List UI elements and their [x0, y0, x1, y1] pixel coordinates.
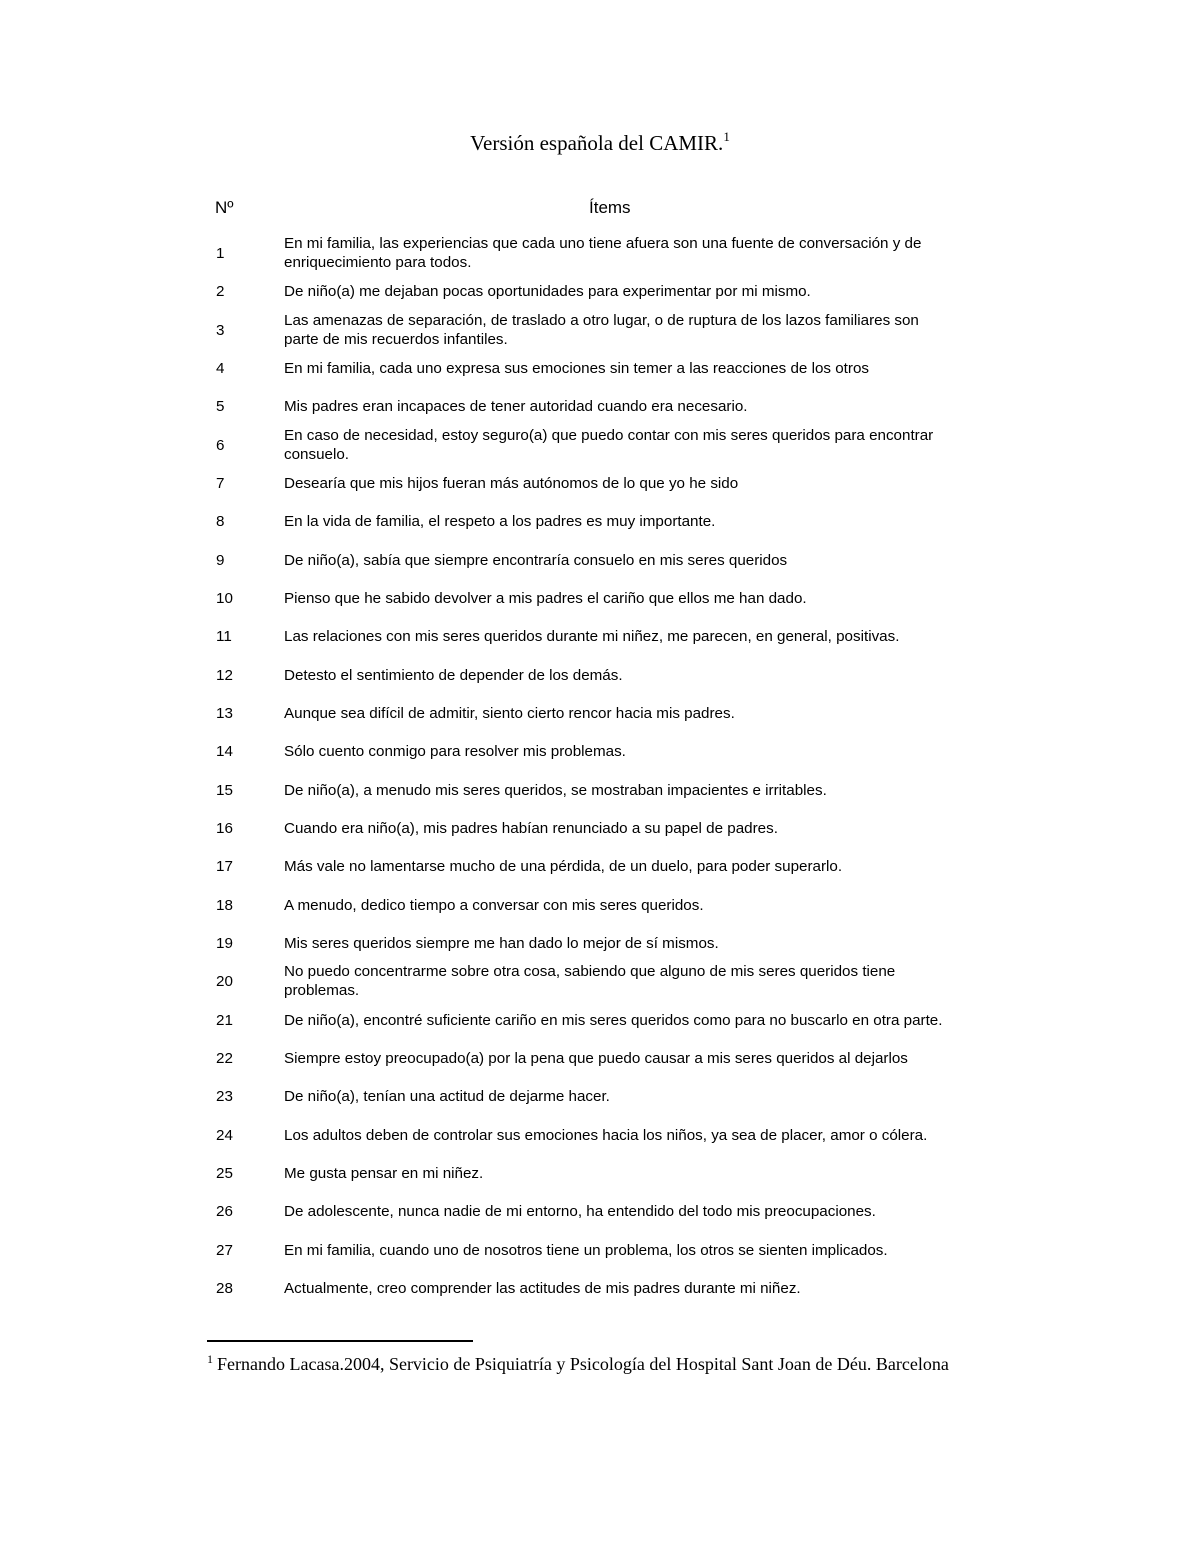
item-number: 25 — [216, 1164, 233, 1182]
item-text-cell — [284, 579, 944, 617]
item-number: 8 — [216, 512, 225, 530]
item-text: Me gusta pensar en mi niñez. — [284, 1164, 484, 1182]
item-text-cell — [284, 502, 944, 540]
item-text: En mi familia, cada uno expresa sus emociones sin temer a las reacciones de los otros — [284, 359, 870, 377]
item-number: 18 — [216, 896, 233, 914]
item-text: Sólo cuento conmigo para resolver mis problemas. — [284, 742, 626, 760]
item-text: Desearía que mis hijos fueran más autónomos de lo que yo he sido — [284, 474, 739, 492]
item-text-cell — [284, 1269, 944, 1307]
item-number: 3 — [216, 321, 225, 339]
item-number: 10 — [216, 589, 233, 607]
item-text: A menudo, dedico tiempo a conversar con mis seres queridos. — [284, 896, 704, 914]
item-text-cell — [284, 847, 944, 885]
item-number: 23 — [216, 1087, 233, 1105]
item-number: 20 — [216, 972, 233, 990]
footnote-marker: 1 — [207, 1352, 213, 1366]
column-header-number: Nº — [215, 198, 234, 217]
item-number: 19 — [216, 934, 233, 952]
item-text: Aunque sea difícil de admitir, siento cierto rencor hacia mis padres. — [284, 704, 735, 722]
item-number: 16 — [216, 819, 233, 837]
item-text: De niño(a), a menudo mis seres queridos, se mostraban impacientes e irritables. — [284, 781, 827, 799]
item-text: Actualmente, creo comprender las actitudes de mis padres durante mi niñez. — [284, 1279, 801, 1297]
title-footnote-marker: 1 — [723, 129, 730, 144]
item-text-cell — [284, 1116, 944, 1154]
item-text-cell — [284, 387, 944, 425]
column-header-items: Ítems — [589, 198, 631, 217]
item-text: De adolescente, nunca nadie de mi entorno, ha entendido del todo mis preocupaciones. — [284, 1202, 876, 1220]
item-text: Cuando era niño(a), mis padres habían renunciado a su papel de padres. — [284, 819, 778, 837]
item-number: 24 — [216, 1126, 233, 1144]
item-text-cell — [284, 924, 944, 962]
item-text-cell — [284, 464, 944, 502]
item-text: De niño(a) me dejaban pocas oportunidades para experimentar por mi mismo. — [284, 282, 811, 300]
item-number: 13 — [216, 704, 233, 722]
item-number: 9 — [216, 551, 225, 569]
item-text-cell — [284, 541, 944, 579]
footnote-divider — [207, 1340, 473, 1342]
item-text: En la vida de familia, el respeto a los padres es muy importante. — [284, 512, 716, 530]
item-text: Detesto el sentimiento de depender de los demás. — [284, 666, 623, 684]
page-title — [0, 130, 1200, 156]
item-text-cell — [284, 1154, 944, 1192]
item-number: 12 — [216, 666, 233, 684]
item-text-cell — [284, 234, 944, 272]
item-number: 11 — [216, 627, 232, 645]
item-text: Mis padres eran incapaces de tener autoridad cuando era necesario. — [284, 397, 748, 415]
item-text: De niño(a), sabía que siempre encontraría consuelo en mis seres queridos — [284, 551, 788, 569]
item-number: 2 — [216, 282, 225, 300]
item-number: 7 — [216, 474, 225, 492]
title-text: Versión española del CAMIR. — [470, 131, 724, 155]
item-text: En caso de necesidad, estoy seguro(a) que puedo contar con mis seres queridos para encontrar consuelo. — [284, 427, 934, 463]
item-text-cell — [284, 1077, 944, 1115]
item-text: No puedo concentrarme sobre otra cosa, sabiendo que alguno de mis seres queridos tiene problemas. — [284, 963, 896, 999]
item-text: Las amenazas de separación, de traslado a otro lugar, o de ruptura de los lazos familiares son parte de mis recuerdos infantiles. — [284, 312, 919, 348]
item-text: En mi familia, las experiencias que cada uno tiene afuera son una fuente de conversación y de enriquecimiento para todos. — [284, 235, 922, 271]
item-text: Mis seres queridos siempre me han dado lo mejor de sí mismos. — [284, 934, 719, 952]
item-number: 4 — [216, 359, 225, 377]
item-number: 17 — [216, 857, 233, 875]
item-text: Las relaciones con mis seres queridos durante mi niñez, me parecen, en general, positivas. — [284, 627, 900, 645]
item-text-cell — [284, 694, 944, 732]
item-number: 21 — [216, 1011, 233, 1029]
item-text: Siempre estoy preocupado(a) por la pena que puedo causar a mis seres queridos al dejarlos — [284, 1049, 908, 1067]
item-number: 26 — [216, 1202, 233, 1220]
item-text: Los adultos deben de controlar sus emociones hacia los niños, ya sea de placer, amor o cólera. — [284, 1126, 928, 1144]
item-text-cell — [284, 1231, 944, 1269]
item-text-cell — [284, 771, 944, 809]
item-text-cell — [284, 349, 944, 387]
item-number: 6 — [216, 436, 225, 454]
item-number: 22 — [216, 1049, 233, 1067]
item-text-cell — [284, 886, 944, 924]
item-text: En mi familia, cuando uno de nosotros tiene un problema, los otros se sienten implicados. — [284, 1241, 888, 1259]
item-text-cell — [284, 1039, 944, 1077]
item-number: 14 — [216, 742, 233, 760]
item-text: De niño(a), encontré suficiente cariño en mis seres queridos como para no buscarlo en otra parte. — [284, 1011, 943, 1029]
item-text: De niño(a), tenían una actitud de dejarme hacer. — [284, 1087, 610, 1105]
item-number: 1 — [216, 244, 225, 262]
item-text-cell — [284, 809, 944, 847]
item-text-cell — [284, 1192, 944, 1230]
item-text-cell — [284, 732, 944, 770]
item-number: 5 — [216, 397, 225, 415]
item-text: Más vale no lamentarse mucho de una pérdida, de un duelo, para poder superarlo. — [284, 857, 843, 875]
item-number: 28 — [216, 1279, 233, 1297]
item-text-cell — [284, 426, 944, 464]
item-text-cell — [284, 311, 944, 349]
item-number: 15 — [216, 781, 233, 799]
item-text-cell — [284, 962, 944, 1000]
item-text-cell — [284, 272, 944, 310]
item-text-cell — [284, 1001, 944, 1039]
footnote — [207, 1352, 987, 1376]
item-number: 27 — [216, 1241, 233, 1259]
item-text-cell — [284, 617, 944, 655]
item-text: Pienso que he sabido devolver a mis padres el cariño que ellos me han dado. — [284, 589, 807, 607]
item-text-cell — [284, 656, 944, 694]
footnote-text: Fernando Lacasa.2004, Servicio de Psiquiatría y Psicología del Hospital Sant Joan de Déu. Barcelona — [217, 1354, 949, 1374]
